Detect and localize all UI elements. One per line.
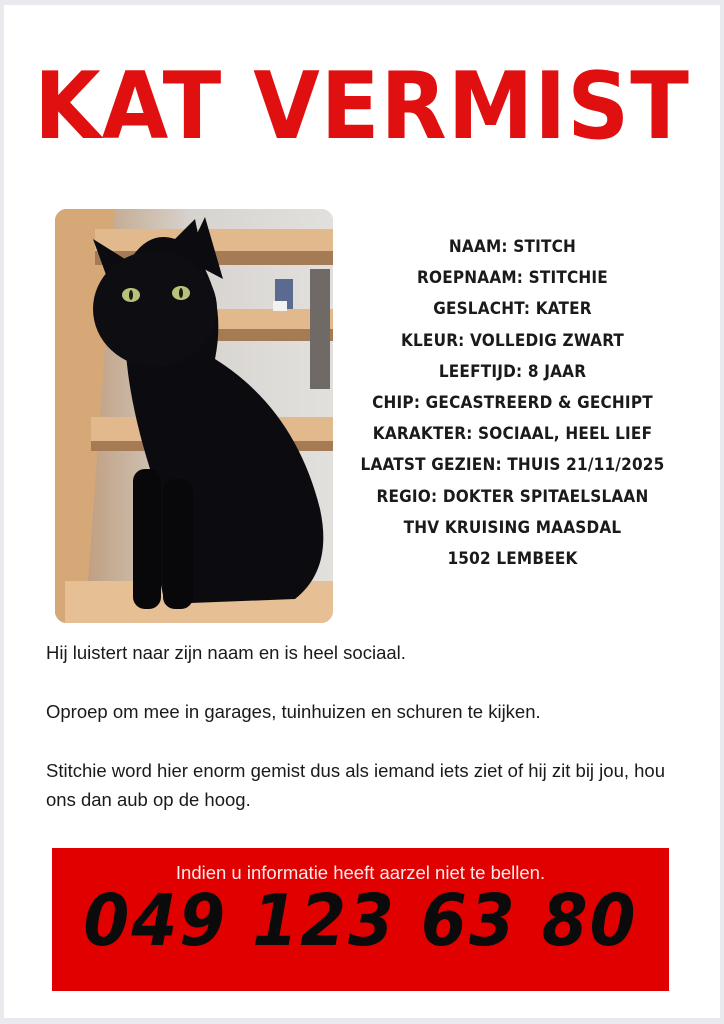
detail-age: LEEFTIJD: 8 JAAR — [438, 361, 587, 382]
detail-sex: GESLACHT: KATER — [433, 299, 592, 320]
detail-name: NAAM: STITCH — [448, 237, 577, 257]
detail-region-line3: 1502 LEMBEEK — [447, 549, 578, 570]
contact-box — [52, 848, 669, 991]
detail-region: REGIO: DOKTER SPITAELSLAAN — [376, 486, 649, 507]
detail-nickname: ROEPNAAM: STITCHIE — [417, 268, 608, 289]
paragraph-social: Hij luistert naar zijn naam en is heel sociaal. — [46, 642, 406, 663]
paragraph-missed: Stitchie word hier enorm gemist dus als iemand iets ziet of hij zit bij jou, hou ons dan aub op de hoog. — [46, 760, 666, 810]
detail-color: KLEUR: VOLLEDIG ZWART — [400, 330, 625, 351]
contact-note: Indien u informatie heeft aarzel niet te bellen. — [175, 862, 546, 883]
cat-details — [345, 232, 680, 575]
detail-chip: CHIP: GECASTREERD & GECHIPT — [372, 393, 653, 414]
cat-photo-image — [55, 209, 333, 623]
detail-last-seen: LAATST GEZIEN: THUIS 21/11/2025 — [360, 455, 665, 476]
detail-region-line2: THV KRUISING MAASDAL — [403, 517, 622, 538]
paragraph-search-request: Oproep om mee in garages, tuinhuizen en schuren te kijken. — [46, 701, 541, 722]
poster-title: KAT VERMIST — [34, 52, 690, 161]
detail-character: KARAKTER: SOCIAAL, HEEL LIEF — [372, 424, 653, 445]
cat-photo — [55, 209, 333, 623]
description — [46, 638, 696, 844]
contact-phone-number: 049 123 63 80 — [83, 878, 638, 963]
